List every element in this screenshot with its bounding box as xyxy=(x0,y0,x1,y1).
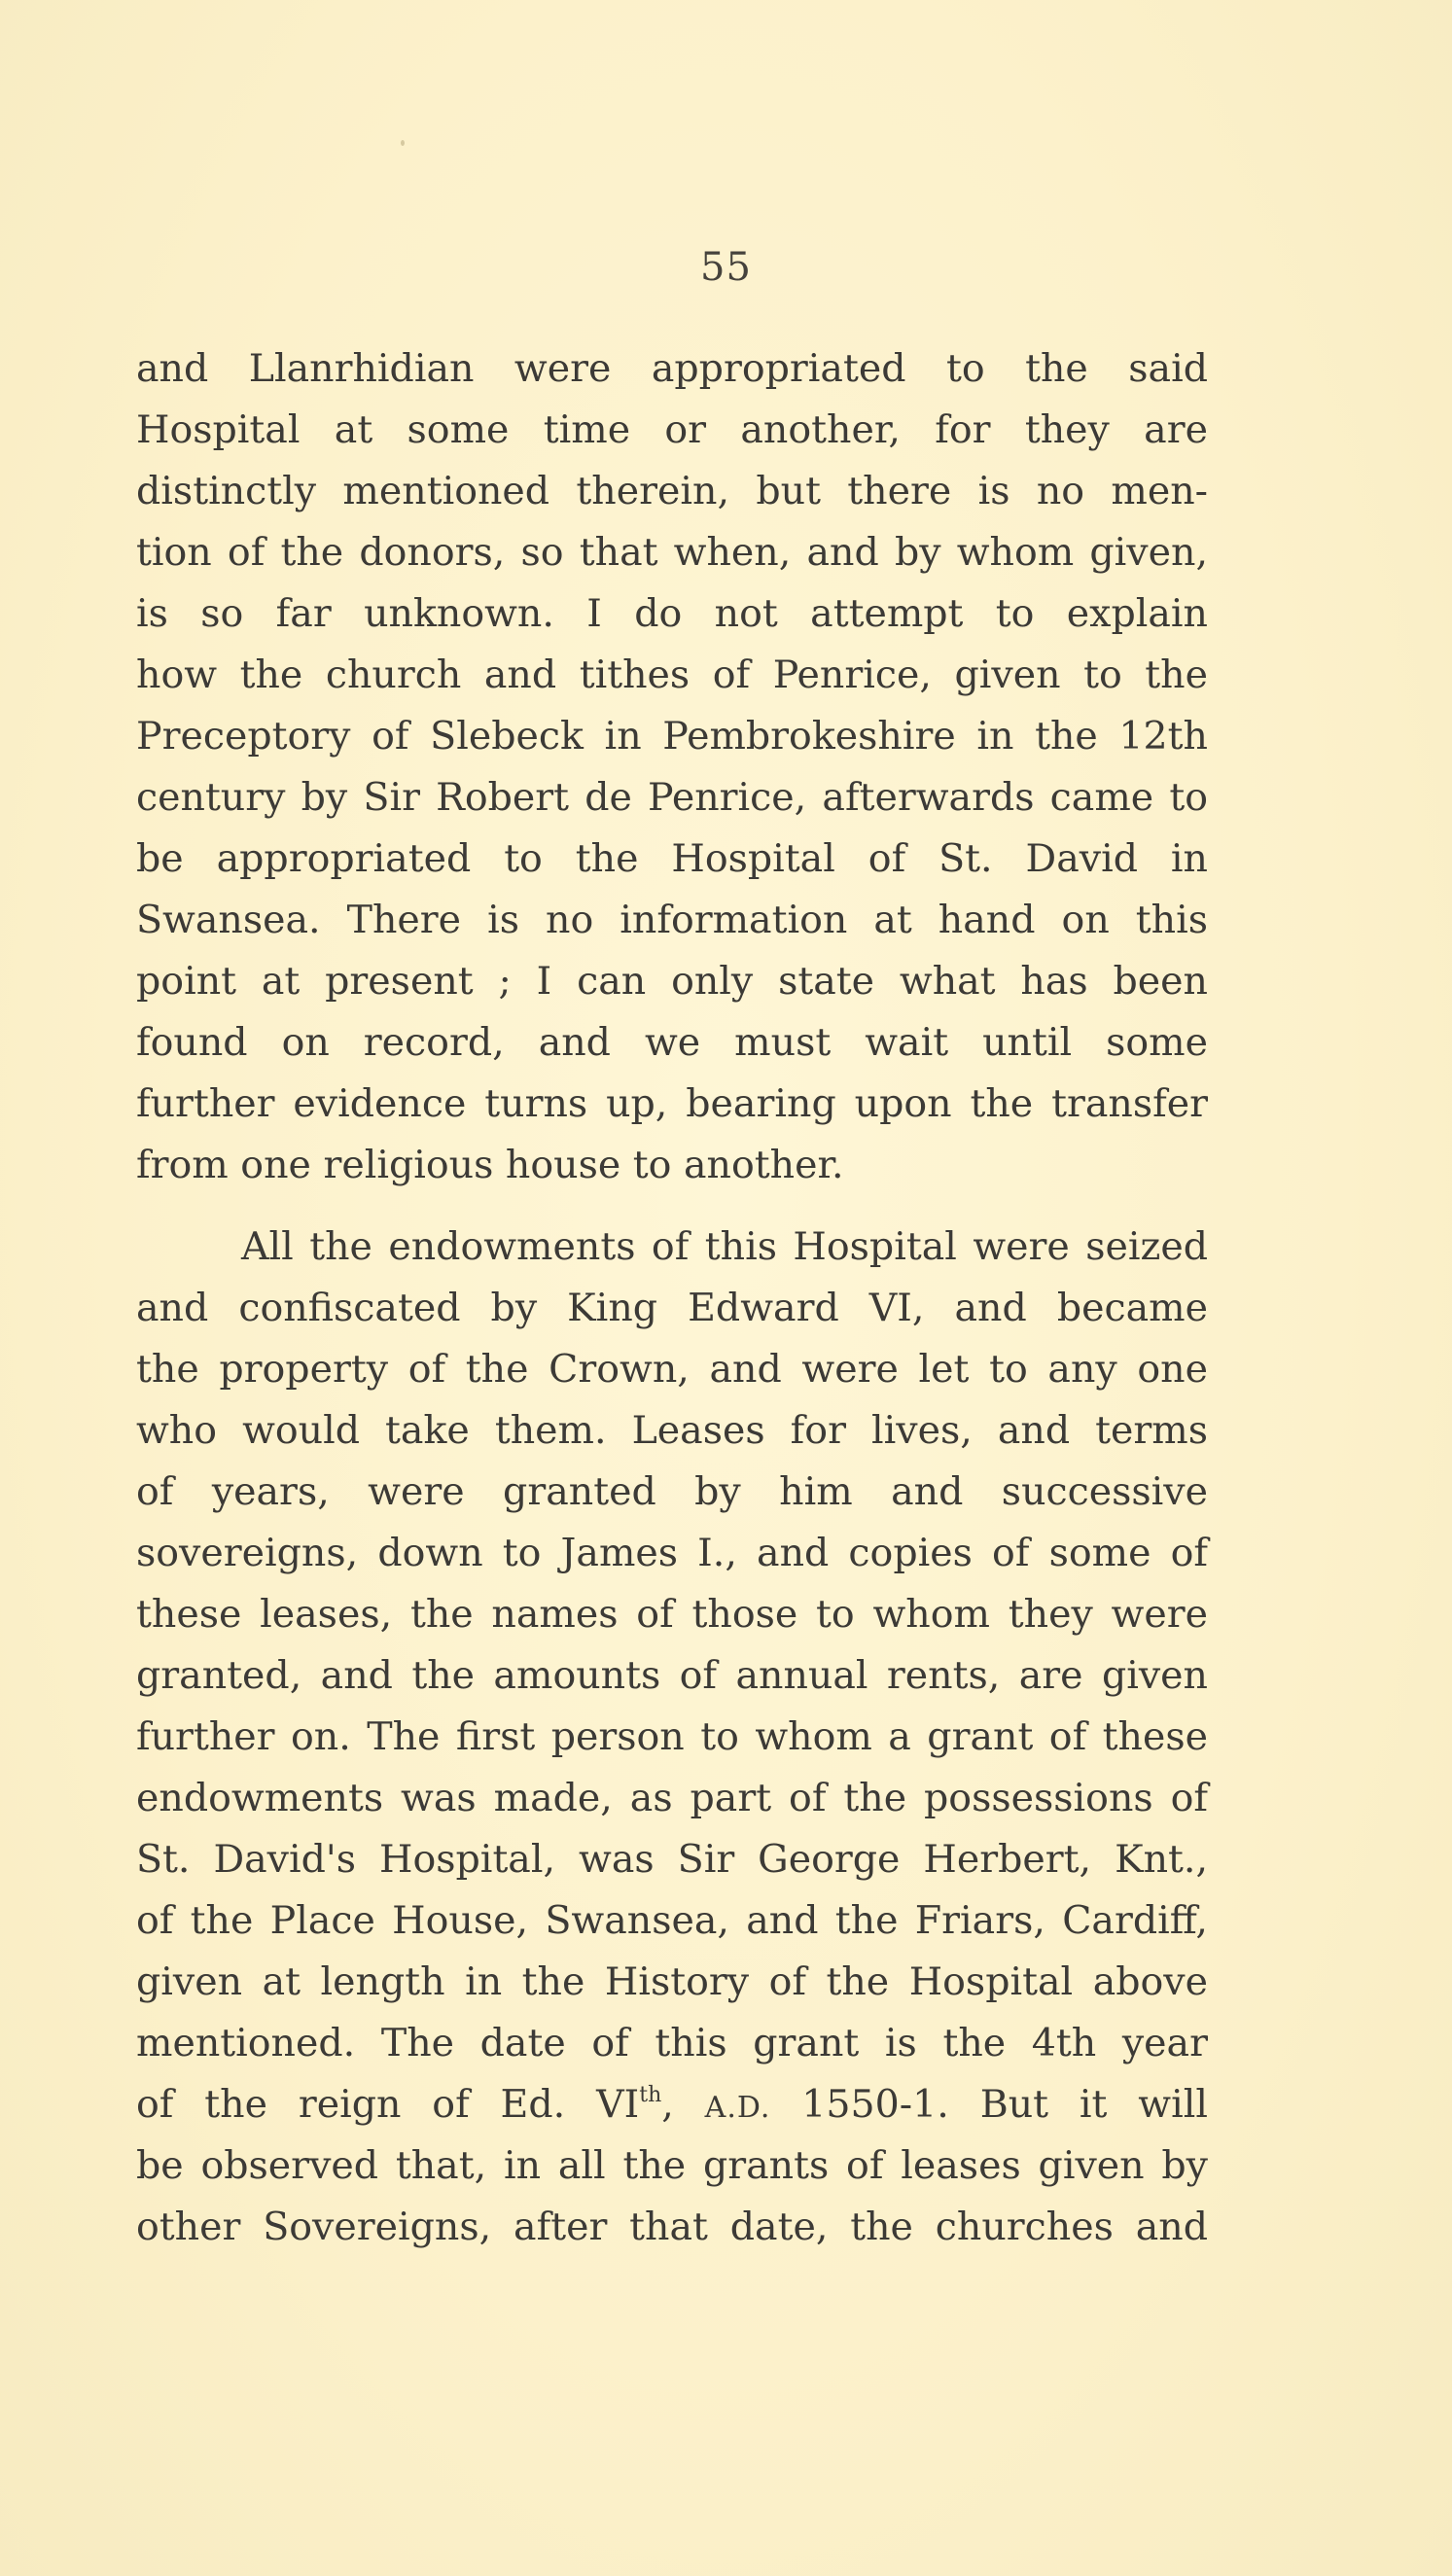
body-text xyxy=(136,338,1208,2258)
text-line: All the endowments of this Hospital were seized xyxy=(241,1224,1208,1269)
text-line: be observed that, in all the grants of leases given by xyxy=(136,2143,1208,2188)
text-line: further evidence turns up, bearing upon the transfer xyxy=(136,1081,1208,1126)
text-line: and confiscated by King Edward VI, and became xyxy=(136,1286,1208,1330)
text-line: mentioned. The date of this grant is the 4th year xyxy=(136,2021,1208,2065)
text-line: endowments was made, as part of the possessions of xyxy=(136,1776,1208,1820)
paper-blemish xyxy=(401,140,405,146)
paragraph-2 xyxy=(136,1217,1208,2258)
text-line: the property of the Crown, and were let to any one xyxy=(136,1347,1208,1392)
text-line: of years, were granted by him and successive xyxy=(136,1469,1208,1514)
text-line: other Sovereigns, after that date, the churches and xyxy=(136,2205,1208,2249)
text-line: who would take them. Leases for lives, and terms xyxy=(136,1408,1208,1453)
text-line: granted, and the amounts of annual rents, are given xyxy=(136,1653,1208,1698)
text-line: be appropriated to the Hospital of St. David in xyxy=(136,836,1208,881)
text-line: tion of the donors, so that when, and by whom given, xyxy=(136,530,1208,575)
text-line: is so far unknown. I do not attempt to explain xyxy=(136,591,1208,636)
text-line: given at length in the History of the Hospital above xyxy=(136,1959,1208,2004)
text-line: Preceptory of Slebeck in Pembrokeshire in the 12th xyxy=(136,714,1208,759)
text-line: Hospital at some time or another, for they are xyxy=(136,407,1208,452)
text-line: how the church and tithes of Penrice, given to the xyxy=(136,653,1208,697)
text-line: found on record, and we must wait until some xyxy=(136,1020,1208,1065)
paragraph-gap xyxy=(136,1196,1208,1217)
text-line: sovereigns, down to James I., and copies of some of xyxy=(136,1531,1208,1575)
text-line: further on. The first person to whom a grant of these xyxy=(136,1714,1208,1759)
text-line: from one religious house to another. xyxy=(136,1143,844,1187)
text-line: Swansea. There is no information at hand on this xyxy=(136,898,1208,942)
date-text: 1550-1. But it will xyxy=(770,2082,1208,2127)
text-line: St. David's Hospital, was Sir George Herbert, Knt., xyxy=(136,1837,1208,1882)
text-line: point at present ; I can only state what has been xyxy=(136,959,1208,1004)
superscript-ordinal: th xyxy=(639,2083,662,2107)
page-number: 55 xyxy=(700,245,752,290)
text-line-reign xyxy=(136,2074,1208,2135)
text-line: of the Place House, Swansea, and the Friars, Cardiff, xyxy=(136,1898,1208,1943)
paragraph-1 xyxy=(136,338,1208,1196)
comma: , xyxy=(661,2082,705,2127)
reign-text: of the reign of Ed. VI xyxy=(136,2082,640,2127)
text-line: and Llanrhidian were appropriated to the said xyxy=(136,346,1208,391)
text-line: century by Sir Robert de Penrice, afterwards came to xyxy=(136,775,1208,820)
text-line: these leases, the names of those to whom they were xyxy=(136,1592,1208,1637)
era-abbreviation: A.D. xyxy=(704,2091,771,2125)
text-line: distinctly mentioned therein, but there is no men- xyxy=(136,469,1208,513)
